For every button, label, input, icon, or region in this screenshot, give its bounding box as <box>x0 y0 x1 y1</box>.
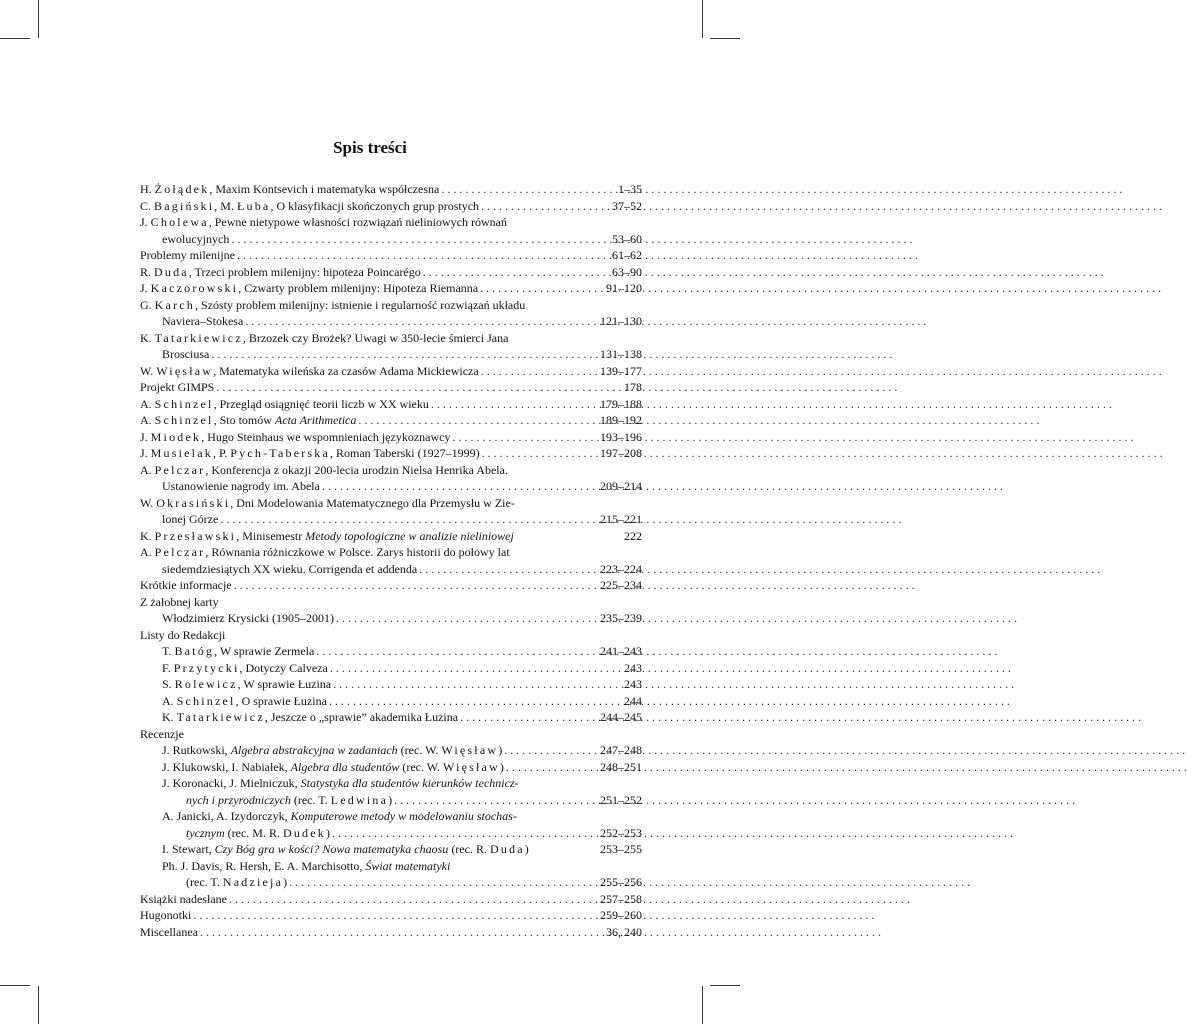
entry-text: W. <box>140 495 157 510</box>
entry-text: Problemy milenijne <box>140 248 235 262</box>
entry-text: (rec. T. <box>186 875 223 889</box>
entry-text: , Jeszcze o „sprawie” akademika Łuzina <box>264 710 459 724</box>
author-name: Więsław <box>442 759 500 774</box>
dot-leader <box>419 561 586 578</box>
author-name: Duda <box>489 842 525 856</box>
entry-text: , Konferencja z okazji 200-lecia urodzin Nielsa Henrika Abela. <box>205 462 508 477</box>
toc-entry <box>140 924 642 941</box>
entry-text: A. Janicki, A. Izydorczyk, <box>162 809 291 823</box>
toc-entry <box>140 264 642 281</box>
dot-leader <box>506 759 586 776</box>
dot-leader <box>452 429 586 446</box>
toc-entry-text <box>162 231 229 248</box>
entry-text: , Maxim Kontsevich i matematyka współczesna <box>209 182 440 196</box>
toc-entry-text <box>140 264 421 281</box>
italic-title: Czy Bóg gra w kości? Nowa matematyka chaosu <box>214 842 449 856</box>
page-number: 223–224 <box>600 561 642 576</box>
dot-leader <box>332 825 586 842</box>
crop-mark <box>710 985 740 986</box>
toc-entry-text <box>162 858 450 875</box>
toc-entry <box>140 280 642 297</box>
entry-text: ewolucyjnych <box>162 231 230 246</box>
toc-entry <box>140 445 642 462</box>
toc-entry-text <box>140 247 235 264</box>
toc-entry <box>140 528 642 545</box>
dot-leader <box>460 709 586 726</box>
toc-entry-text <box>162 561 417 578</box>
italic-title: tycznym <box>186 825 225 840</box>
entry-text: J. <box>140 215 151 229</box>
page-number: 255–256 <box>600 875 642 889</box>
entry-text: T. <box>162 644 175 658</box>
italic-title: Acta Arithmetica <box>274 413 357 427</box>
toc-entry-text <box>162 478 320 495</box>
toc-entry-text <box>140 412 356 429</box>
entry-text: C. <box>140 198 155 213</box>
toc-entry <box>140 841 642 858</box>
toc-entry <box>140 594 642 611</box>
toc-entry <box>140 511 642 528</box>
dot-leader <box>245 313 586 330</box>
entry-text: G. <box>140 297 155 312</box>
toc-entry-text <box>186 792 392 809</box>
toc-entry-text <box>162 346 209 363</box>
page-number: 251–252 <box>600 792 642 807</box>
page-number: 63–90 <box>612 264 642 279</box>
author-name: Rolewicz <box>174 677 238 691</box>
italic-title: Świat matematyki <box>365 858 451 873</box>
page-number: 235–239 <box>600 611 642 625</box>
toc-entry <box>140 709 642 726</box>
toc-entry <box>140 363 642 380</box>
toc-entry-text <box>140 544 510 561</box>
toc-entry-text <box>140 396 429 413</box>
page-number: 193–196 <box>600 429 642 444</box>
toc-entry-text <box>140 495 515 512</box>
author-name: Nadzieja <box>222 875 284 889</box>
author-name: Pych-Taberska <box>230 446 331 460</box>
entry-text: (rec. W. <box>399 759 443 774</box>
toc-entry-text <box>140 594 219 611</box>
author-name: Więsław <box>441 743 499 757</box>
entry-text: , Szósty problem milenijny: istnienie i regularność rozwiązań układu <box>195 297 526 312</box>
page-number: 61–62 <box>612 248 642 262</box>
entry-text: ) <box>325 825 330 840</box>
toc-entry <box>140 676 642 693</box>
page-number: 248–251 <box>600 759 642 774</box>
toc-entry <box>140 808 642 825</box>
entry-text: , O klasyfikacji skończonych grup prostych <box>270 198 480 213</box>
toc-entry-text <box>162 841 529 858</box>
toc-entry-text <box>140 280 478 297</box>
toc-entry-text <box>162 676 331 693</box>
entry-text: K. <box>140 528 155 543</box>
toc-entry <box>140 231 642 248</box>
entry-text: A. <box>162 693 177 708</box>
author-name: Musielak <box>150 446 213 460</box>
toc-entry <box>140 330 642 347</box>
entry-text: J. <box>140 429 151 444</box>
entry-text: Ph. J. Davis, R. Hersh, E. A. Marchisotto, <box>162 858 366 873</box>
toc-entry <box>140 379 642 396</box>
page-number: 179–188 <box>600 396 642 411</box>
dot-leader <box>336 610 586 627</box>
page-number: 215–221 <box>600 512 642 526</box>
entry-text: Hugonotki <box>140 908 192 922</box>
page-number: 257–258 <box>600 891 642 906</box>
page-number: 37–52 <box>612 198 642 213</box>
entry-text: , Dni Modelowania Matematycznego dla Przemysłu w Zie- <box>230 495 515 510</box>
page-number: 244–245 <box>600 710 642 724</box>
page-number: 121–130 <box>600 314 642 328</box>
entry-text: Ustanowienie nagrody im. Abela <box>162 479 320 493</box>
entry-text: , Brzozek czy Brożek? Uwagi w 350-lecie śmierci Jana <box>242 330 509 345</box>
toc-entry <box>140 198 642 215</box>
toc-entry <box>140 577 642 594</box>
page-number: 247–248 <box>600 743 642 757</box>
toc-entry <box>140 792 642 809</box>
toc-entry-text <box>140 429 450 446</box>
dot-leader <box>200 924 586 941</box>
dot-leader <box>394 792 586 809</box>
crop-mark <box>710 38 740 39</box>
toc-entry <box>140 891 642 908</box>
entry-text: K. <box>162 710 177 724</box>
toc-entry-text <box>162 511 218 528</box>
dot-leader <box>237 247 586 264</box>
toc-entry <box>140 726 642 743</box>
toc-entry <box>140 660 642 677</box>
entry-text: W. <box>140 363 157 378</box>
toc-entry <box>140 412 642 429</box>
toc-entry <box>140 775 642 792</box>
toc-entry <box>140 610 642 627</box>
crop-mark <box>38 986 39 1024</box>
entry-text: , W sprawie Łuzina <box>237 677 332 691</box>
author-name: Schinzel <box>176 693 236 708</box>
author-name: Pelczar <box>154 462 206 477</box>
entry-text: , P. <box>212 446 231 460</box>
page-number: 225–234 <box>600 578 642 592</box>
author-name: Ledwina <box>330 792 389 807</box>
toc-entry-text <box>162 693 327 710</box>
page-number: 222 <box>624 528 642 543</box>
author-name: Żołądek <box>154 182 210 196</box>
author-name: Batóg <box>174 644 215 658</box>
entry-text: , Pewne nietypowe własności rozwiązań nieliniowych równań <box>208 215 507 229</box>
author-name: Przesławski <box>154 528 237 543</box>
toc-entry-text <box>162 660 328 677</box>
toc-entry <box>140 478 642 495</box>
page-title: Spis treści <box>333 138 407 157</box>
page-number: 131–138 <box>600 347 642 361</box>
entry-text: (rec. W. <box>397 743 442 757</box>
entry-text: ) <box>499 759 504 774</box>
entry-text: , Sto tomów <box>213 413 275 427</box>
page-number: 241–243 <box>600 644 642 658</box>
toc-entry <box>140 214 642 231</box>
entry-text: , Trzeci problem milenijny: hipoteza Poincarégo <box>188 264 421 279</box>
entry-text: , Czwarty problem milenijny: Hipoteza Riemanna <box>238 281 479 295</box>
page-number: 209–214 <box>600 479 642 493</box>
page-number: 36, 240 <box>606 924 642 939</box>
toc-entry <box>140 313 642 330</box>
entry-text: A. <box>140 462 155 477</box>
crop-mark <box>0 985 30 986</box>
entry-text: J. Koronacki, J. Mielniczuk, <box>162 776 301 790</box>
dot-leader <box>480 280 586 297</box>
entry-text: lonej Górze <box>162 512 219 526</box>
toc-entry-text <box>140 528 514 545</box>
author-name: Tatarkiewicz <box>154 330 243 345</box>
entry-text: , W sprawie Zermela <box>214 644 315 658</box>
toc-entry-text <box>140 214 507 231</box>
page-number: 53–60 <box>612 231 642 246</box>
toc-entry-text <box>140 363 479 380</box>
author-name: Tatarkiewicz <box>176 710 265 724</box>
author-name: Schinzel <box>154 413 214 427</box>
page-number: 253–255 <box>600 842 642 856</box>
author-name: Pelczar <box>154 545 206 559</box>
dot-leader <box>431 396 586 413</box>
dot-leader <box>423 264 586 281</box>
entry-text: (rec. M. R. <box>224 825 283 840</box>
dot-leader <box>229 891 586 908</box>
page-number: 139–177 <box>600 363 642 378</box>
toc-entry <box>140 346 642 363</box>
entry-text: A. <box>140 396 155 411</box>
toc-entry-text <box>140 330 508 347</box>
italic-title: Metody topologiczne w analizie nieliniowej <box>305 528 514 543</box>
toc-entry-text <box>162 742 502 759</box>
author-name: Kaczorowski <box>150 281 239 295</box>
toc-entry <box>140 858 642 875</box>
dot-leader <box>329 693 586 710</box>
entry-text: R. <box>140 264 155 279</box>
toc-entry-text <box>140 726 184 743</box>
entry-text: Naviera–Stokesa <box>162 314 244 328</box>
crop-mark <box>702 986 703 1024</box>
toc-entry <box>140 495 642 512</box>
author-name: Karch <box>154 297 195 312</box>
page-number: 1–35 <box>618 182 642 196</box>
crop-mark <box>702 0 703 38</box>
author-name: Miodek <box>150 429 202 444</box>
toc-entry <box>140 693 642 710</box>
dot-leader <box>289 874 586 891</box>
dot-leader <box>220 511 586 528</box>
entry-text: J. <box>140 446 151 460</box>
entry-text: , Przegląd osiągnięć teorii liczb w XX wieku <box>213 396 429 411</box>
dot-leader <box>193 907 586 924</box>
entry-text: Recenzje <box>140 726 184 741</box>
toc-entry <box>140 907 642 924</box>
toc-entry-text <box>140 445 480 462</box>
author-name: Dudek <box>282 825 326 840</box>
dot-leader <box>316 643 586 660</box>
entry-text: , Matematyka wileńska za czasów Adama Mickiewicza <box>213 363 479 378</box>
page-number: 197–208 <box>600 446 642 460</box>
toc-entry-text <box>140 181 439 198</box>
author-name: Więsław <box>156 363 214 378</box>
toc-entry <box>140 627 642 644</box>
entry-text: , O sprawie Łuzina <box>235 693 327 708</box>
entry-text: Miscellanea <box>140 924 198 939</box>
entry-text: Włodzimierz Krysicki (1905–2001) <box>162 611 334 625</box>
entry-text: F. <box>162 660 174 675</box>
author-name: Okrasiński <box>156 495 231 510</box>
entry-text: Książki nadesłane <box>140 891 227 906</box>
toc-entry <box>140 544 642 561</box>
entry-text: (rec. T. <box>290 792 331 807</box>
toc-entry-text <box>140 379 214 396</box>
italic-title: Statystyka dla studentów kierunków technicz- <box>300 776 519 790</box>
italic-title: nych i przyrodniczych <box>186 792 291 807</box>
entry-text: , M. <box>214 198 237 213</box>
entry-text: ) <box>388 792 393 807</box>
entry-text: Z żałobnej karty <box>140 594 219 609</box>
entry-text: K. <box>140 330 155 345</box>
entry-text: , Hugo Steinhaus we wspomnieniach językoznawcy <box>201 429 451 444</box>
entry-text: ) <box>498 743 503 757</box>
author-name: Bagiński <box>154 198 215 213</box>
author-name: Cholewa <box>150 215 209 229</box>
entry-text: J. <box>140 281 151 295</box>
page-number: 259–260 <box>600 908 642 922</box>
author-name: Przytycki <box>173 660 240 675</box>
toc-entry <box>140 742 642 759</box>
entry-text: A. <box>140 545 155 559</box>
toc-entry-text <box>162 759 504 776</box>
toc-entry-text <box>186 874 287 891</box>
author-name: Duda <box>154 264 189 279</box>
dot-leader <box>216 379 586 396</box>
entry-text: I. Stewart, <box>162 842 215 856</box>
dot-leader <box>481 363 586 380</box>
page-number: 189–192 <box>600 413 642 427</box>
table-of-contents <box>140 181 642 940</box>
toc-entry <box>140 561 642 578</box>
toc-entry <box>140 396 642 413</box>
toc-entry-text <box>162 808 517 825</box>
dot-leader <box>441 181 586 198</box>
entry-text: , Dotyczy Calveza <box>239 660 328 675</box>
toc-entry-text <box>140 891 227 908</box>
page-number: 252–253 <box>600 825 642 840</box>
entry-text: ) <box>524 842 529 856</box>
page-number: 244 <box>624 693 642 708</box>
toc-entry <box>140 429 642 446</box>
entry-text: siedemdziesiątych XX wieku. Corrigenda et addenda <box>162 561 418 576</box>
page-number: 178 <box>624 380 642 394</box>
entry-text: A. <box>140 413 155 427</box>
entry-text: J. Klukowski, I. Nabiałek, <box>162 759 291 774</box>
entry-text: S. <box>162 677 175 691</box>
toc-entry <box>140 825 642 842</box>
dot-leader <box>504 742 586 759</box>
italic-title: Algebra abstrakcyjna w zadaniach <box>230 743 398 757</box>
toc-entry-text <box>162 643 314 660</box>
crop-mark <box>38 0 39 38</box>
dot-leader <box>482 445 586 462</box>
entry-text: (rec. R. <box>448 842 490 856</box>
toc-entry-text <box>140 577 232 594</box>
entry-text: J. Rutkowski, <box>162 743 231 757</box>
dot-leader <box>481 198 586 215</box>
author-name: Schinzel <box>154 396 214 411</box>
toc-entry-text <box>162 775 519 792</box>
toc-entry-text <box>162 313 243 330</box>
page-number: 91–120 <box>606 281 642 295</box>
toc-entry <box>140 297 642 314</box>
toc-entry-text <box>186 825 330 842</box>
toc-entry <box>140 643 642 660</box>
entry-text: Listy do Redakcji <box>140 627 226 642</box>
toc-entry <box>140 462 642 479</box>
toc-entry <box>140 759 642 776</box>
entry-text: , Roman Taberski (1927–1999) <box>330 446 480 460</box>
italic-title: Algebra dla studentów <box>290 759 400 774</box>
page-number: 243 <box>624 660 642 675</box>
entry-text: Krótkie informacje <box>140 578 232 592</box>
toc-entry-text <box>140 297 525 314</box>
toc-entry-text <box>140 627 225 644</box>
toc-entry-text <box>162 709 458 726</box>
toc-entry-text <box>140 198 479 215</box>
entry-text: ) <box>283 875 288 889</box>
toc-entry <box>140 874 642 891</box>
toc-entry-text <box>140 924 198 941</box>
toc-entry <box>140 247 642 264</box>
author-name: Łuba <box>236 198 271 213</box>
page-number: 243 <box>624 677 642 691</box>
italic-title: Komputerowe metody w modelowaniu stochas- <box>290 809 517 823</box>
toc-entry-text <box>162 610 334 627</box>
dot-leader <box>333 676 586 693</box>
dot-leader <box>358 412 586 429</box>
dot-leader <box>330 660 586 677</box>
toc-entry <box>140 181 642 198</box>
dot-leader <box>234 577 586 594</box>
entry-text: Brosciusa <box>162 347 210 361</box>
dot-leader <box>231 231 586 248</box>
entry-text: , Równania różniczkowe w Polsce. Zarys historii do połowy lat <box>205 545 510 559</box>
toc-entry-text <box>140 907 191 924</box>
entry-text: , Minisemestr <box>236 528 306 543</box>
crop-mark <box>0 38 30 39</box>
entry-text: Projekt GIMPS <box>140 380 215 394</box>
dot-leader <box>322 478 586 495</box>
toc-entry-text <box>140 462 508 479</box>
dot-leader <box>211 346 586 363</box>
entry-text: H. <box>140 182 155 196</box>
